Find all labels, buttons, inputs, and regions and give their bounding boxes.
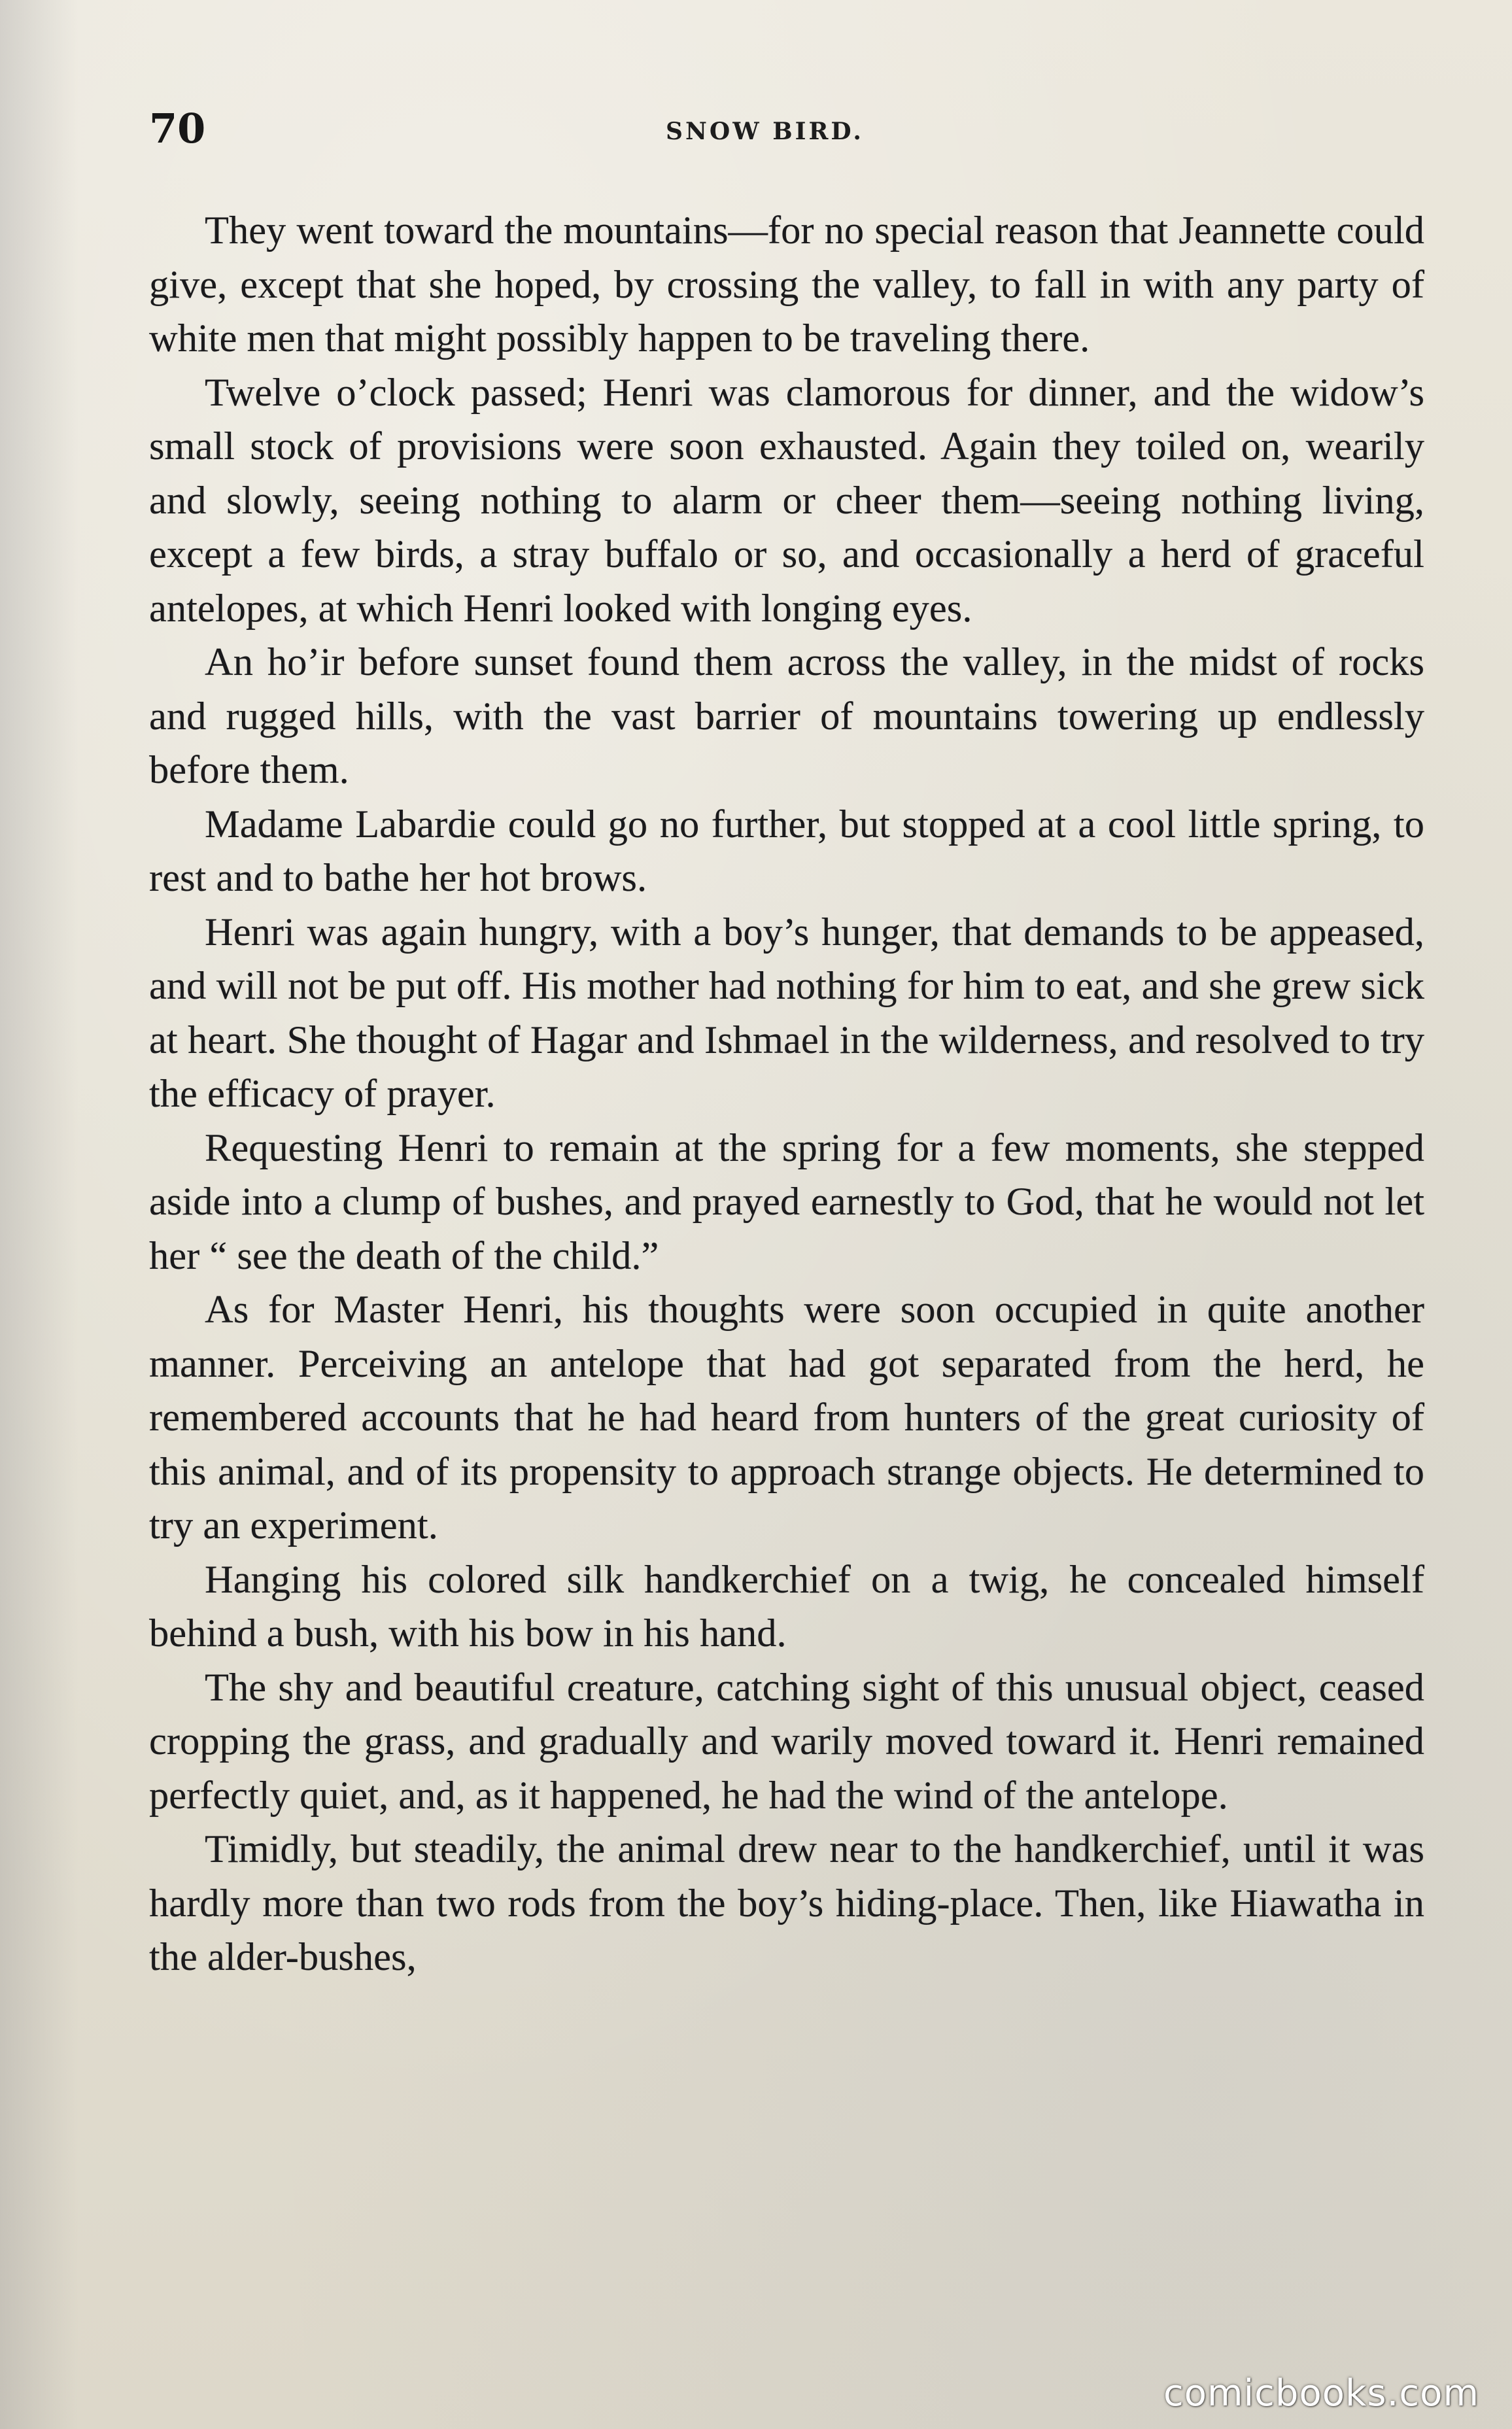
paragraph: Requesting Henri to remain at the spring for a few moments, she stepped aside into a clump of bushes, and prayed earnestly to God, that he would not let her “ see the death of the child.” (149, 1126, 1424, 1278)
running-head: SNOW BIRD. (666, 118, 864, 145)
paragraph: Timidly, but steadily, the animal drew near to the handkerchief, until it was hardly more than two rods from the boy’s hiding-place. Then, like Hiawatha in the alder-bushes, (149, 1827, 1424, 1979)
page-number: 70 (149, 105, 206, 152)
paragraph: The shy and beautiful creature, catching sight of this unusual object, ceased cropping the grass, and gradually and warily moved toward it. Henri remained perfectly quiet, and, as it happened, he had the wind of the antelope. (149, 1665, 1424, 1817)
paragraph: Hanging his colored silk handkerchief on a twig, he concealed himself behind a bush, with his bow in his hand. (149, 1557, 1424, 1655)
paragraph: They went toward the mountains—for no special reason that Jeannette could give, except that she hoped, by crossing the valley, to fall in with any party of white men that might possibly happen to be traveling there. (149, 209, 1424, 360)
paragraph: Twelve o’clock passed; Henri was clamorous for dinner, and the widow’s small stock of provisions were soon exhausted. Again they toiled on, wearily and slowly, seeing nothing to alarm or cheer them—seeing nothing living, except a few birds, a stray buffalo or so, and occasionally a herd of graceful antelopes, at which Henri looked with longing eyes. (149, 370, 1424, 630)
body-text (149, 204, 1424, 1985)
paragraph: Henri was again hungry, with a boy’s hunger, that demands to be appeased, and will not be put off. His mother had nothing for him to eat, and she grew sick at heart. She thought of Hagar and Ishmael in the wilderness, and resolved to try the efficacy of prayer. (149, 910, 1424, 1116)
paragraph: As for Master Henri, his thoughts were soon occupied in quite another manner. Perceiving an antelope that had got separated from the herd, he remembered accounts that he had heard from hunters of the great curiosity of this animal, and of its propensity to approach strange objects. He determined to try an experiment. (149, 1288, 1424, 1547)
paragraph: Madame Labardie could go no further, but stopped at a cool little spring, to rest and to bathe her hot brows. (149, 802, 1424, 900)
paragraph: An ho’ir before sunset found them across the valley, in the midst of rocks and rugged hills, with the vast barrier of mountains towering up endlessly before them. (149, 640, 1424, 792)
watermark: comicbooks.com (1163, 2372, 1479, 2415)
page-header (149, 98, 1424, 157)
